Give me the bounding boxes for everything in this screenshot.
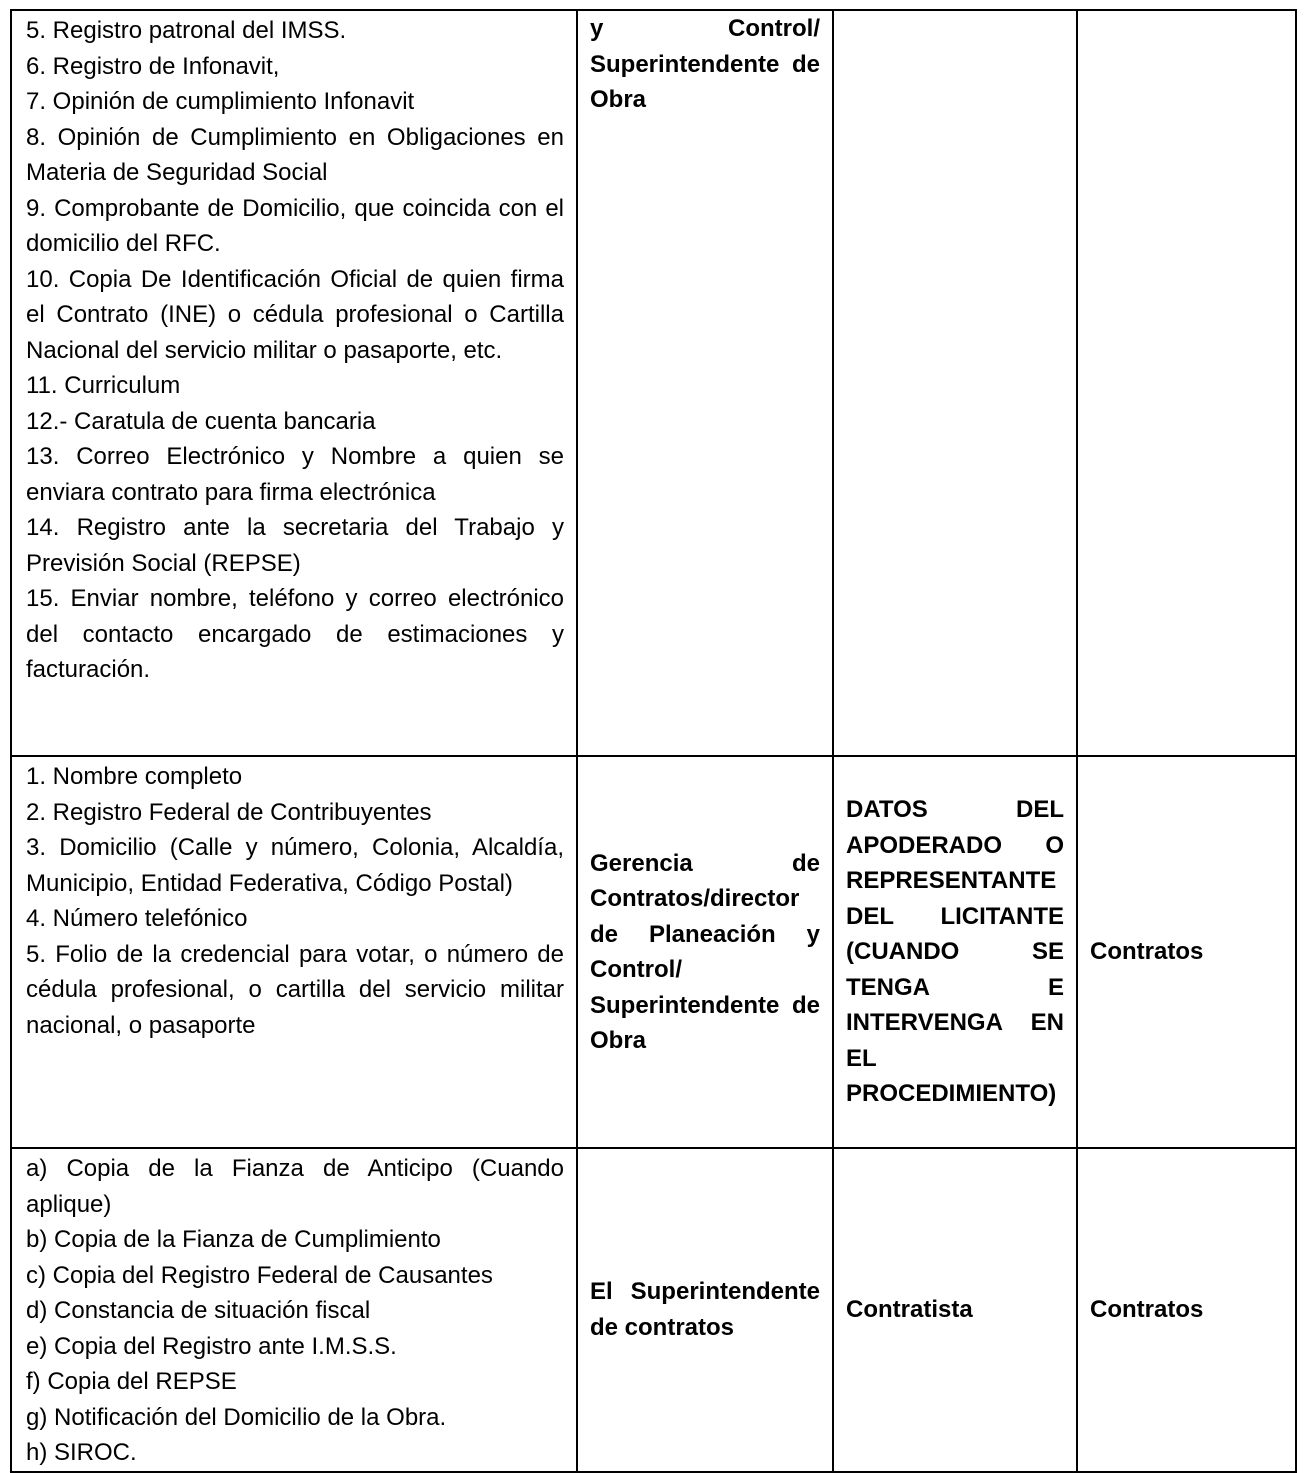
data-cell (833, 1148, 1077, 1472)
list-item: a) Copia de la Fianza de Anticipo (Cuando aplique) (26, 1155, 564, 1218)
list-item: g) Notificación del Domicilio de la Obra. (26, 1403, 447, 1431)
requirements-cell (11, 10, 577, 756)
list-item: 11. Curriculum (26, 372, 181, 399)
list-item: 5. Registro patronal del IMSS. (26, 17, 347, 44)
table-row (11, 1148, 1296, 1472)
responsible-text: Gerencia de Contratos/director de Planeación y Control/ Superintendente de Obra (590, 849, 820, 1054)
data-cell (833, 756, 1077, 1148)
requirements-table (10, 9, 1297, 1473)
list-item: 6. Registro de Infonavit, (26, 52, 280, 80)
list-item: 9. Comprobante de Domicilio, que coincida con el domicilio del RFC. (26, 194, 564, 257)
data-cell (833, 10, 1077, 756)
list-item: 7. Opinión de cumplimiento Infonavit (26, 88, 415, 115)
area-cell (1077, 756, 1296, 1148)
list-item: 12.- Caratula de cuenta bancaria (26, 407, 376, 435)
list-item: c) Copia del Registro Federal de Causantes (26, 1261, 493, 1289)
list-item: f) Copia del REPSE (26, 1368, 237, 1395)
list-item: b) Copia de la Fianza de Cumplimiento (26, 1226, 441, 1253)
list-item: 2. Registro Federal de Contribuyentes (26, 798, 432, 826)
requirements-cell (11, 1148, 577, 1472)
responsible-text: El Superintendente de contratos (590, 1278, 820, 1341)
data-text: DATOS DEL APODERADO O REPRESENTANTE DEL LICITANTE (CUANDO SE TENGA E INTERVENGA EN EL PROCEDIMIENTO) (846, 796, 1064, 1108)
list-item: 5. Folio de la credencial para votar, o número de cédula profesional, o cartilla del servicio militar nacional, o pasaporte (26, 940, 564, 1039)
area-text: Contratos (1090, 1296, 1204, 1323)
data-text: Contratista (846, 1296, 973, 1323)
list-item: 1. Nombre completo (26, 763, 243, 790)
area-cell (1077, 1148, 1296, 1472)
responsible-text: y Control/ Superintendente de Obra (590, 15, 820, 113)
responsible-cell (577, 1148, 833, 1472)
area-cell (1077, 10, 1296, 756)
area-text: Contratos (1090, 938, 1204, 966)
responsible-cell (577, 10, 833, 756)
list-item: 10. Copia De Identificación Oficial de quien firma el Contrato (INE) o cédula profesional o Cartilla Nacional del servicio militar o pasaporte, etc. (26, 265, 564, 364)
table-row (11, 756, 1296, 1148)
list-item: 4. Número telefónico (26, 905, 248, 932)
list-item: 3. Domicilio (Calle y número, Colonia, Alcaldía, Municipio, Entidad Federativa, Código Postal) (26, 834, 564, 897)
list-item: e) Copia del Registro ante I.M.S.S. (26, 1332, 397, 1360)
list-item: 8. Opinión de Cumplimiento en Obligaciones en Materia de Seguridad Social (26, 123, 564, 186)
requirements-cell (11, 756, 577, 1148)
responsible-cell (577, 756, 833, 1148)
list-item: 13. Correo Electrónico y Nombre a quien se enviara contrato para firma electrónica (26, 443, 564, 506)
table-row (11, 10, 1296, 756)
list-item: 15. Enviar nombre, teléfono y correo electrónico del contacto encargado de estimaciones y facturación. (26, 585, 564, 683)
list-item: h) SIROC. (26, 1439, 137, 1466)
list-item: 14. Registro ante la secretaria del Trabajo y Previsión Social (REPSE) (26, 514, 564, 577)
list-item: d) Constancia de situación fiscal (26, 1297, 371, 1324)
